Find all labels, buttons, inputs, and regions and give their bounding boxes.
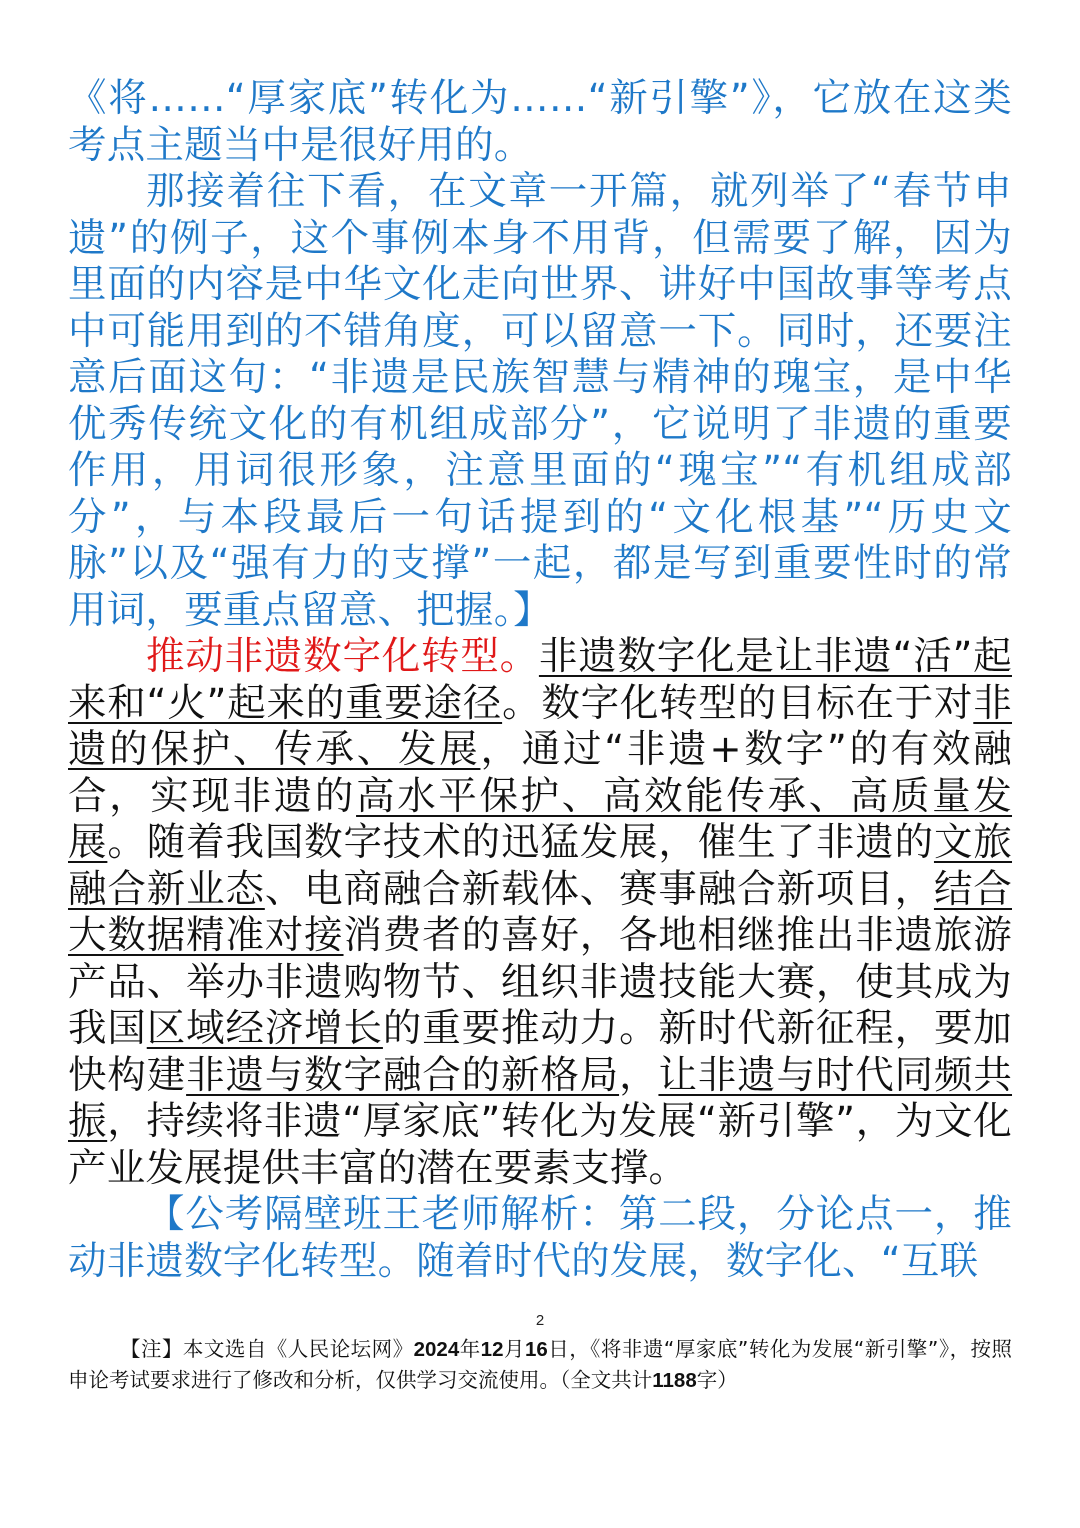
article-text: 。随着我国数字技术的迅猛发展，催生了非遗的: [107, 820, 934, 865]
underlined-key-phrase: 非遗数字化是让非遗“活”起来和“火”起来的重要途径: [68, 634, 1012, 726]
analysis-paragraph: 那接着往下看，在文章一开篇，就列举了“春节申遗”的例子，这个事例本身不用背，但需要了解，因为里面的内容是中华文化走向世界、讲好中国故事等考点中可能用到的不错角度，可以留意一下。同时，还要注意后面这句：“非遗是民族智慧与精神的瑰宝，是中华优秀传统文化的有机组成部分”，它说明了非遗的重要作用，用词很形象，注意里面的“瑰宝”“有机组成部分”，与本段最后一句话提到的“文化根基”“历史文脉”以及“强有力的支撑”一起，都是写到重要性时的常用词，要重点留意、把握。】: [68, 169, 1012, 633]
page-number: 2: [535, 1312, 545, 1329]
article-text: ，通过“非遗+数字”的有效融合，实现非遗的: [68, 727, 1012, 819]
analysis-paragraph-continued: 《将……“厚家底”转化为……“新引擎”》，它放在这类考点主题当中是很好用的。: [68, 76, 1012, 168]
article-text: 消费者的喜好，各地相继推出非遗旅游产品、举办非遗购物节、组织非遗技能大赛，使其成为我国: [68, 913, 1012, 1051]
analysis-paragraph-next: 【公考隔壁班王老师解析：第二段，分论点一，推动非遗数字化转型。随着时代的发展，数字化、“互联: [68, 1192, 1012, 1284]
underlined-key-phrase: 让非遗与时代同频共振: [68, 1052, 1013, 1144]
underlined-key-phrase: 文旅融合新业态: [68, 820, 1013, 912]
footnote: 【注】本文选自《人民论坛网》2024年12月16日，《将非遗“厚家底”转化为发展“新引擎”》，按照申论考试要求进行了修改和分析，仅供学习交流使用。（全文共计1188字）: [68, 1337, 1013, 1392]
underlined-key-phrase: 非遗的保护、传承、发展: [68, 680, 1012, 772]
article-text: 。数字化转型的目标在于对: [502, 680, 974, 726]
article-paragraph-body: [68, 634, 1012, 1191]
document-body: [68, 76, 1012, 1285]
underlined-key-phrase: 非遗与数字融合的新格局: [186, 1052, 620, 1098]
article-text: 的重要推动力。新时代新征程，要加快构建: [68, 1006, 1013, 1098]
underlined-key-phrase: 区域经济增长: [146, 1006, 383, 1051]
section-heading: 推动非遗数字化转型。: [146, 634, 539, 679]
article-text: ，持续将非遗“厚家底”转化为发展“新引擎”，为文化产业发展提供丰富的潜在要素支撑。: [68, 1099, 1012, 1191]
underlined-key-phrase: 高水平保护、高效能传承、高质量发展: [68, 773, 1013, 865]
article-text: ，: [619, 1052, 659, 1098]
article-text: 、电商融合新载体、赛事融合新项目，: [264, 866, 934, 912]
article-paragraph: [68, 634, 1012, 1192]
underlined-key-phrase: 结合大数据精准对接: [68, 866, 1012, 958]
